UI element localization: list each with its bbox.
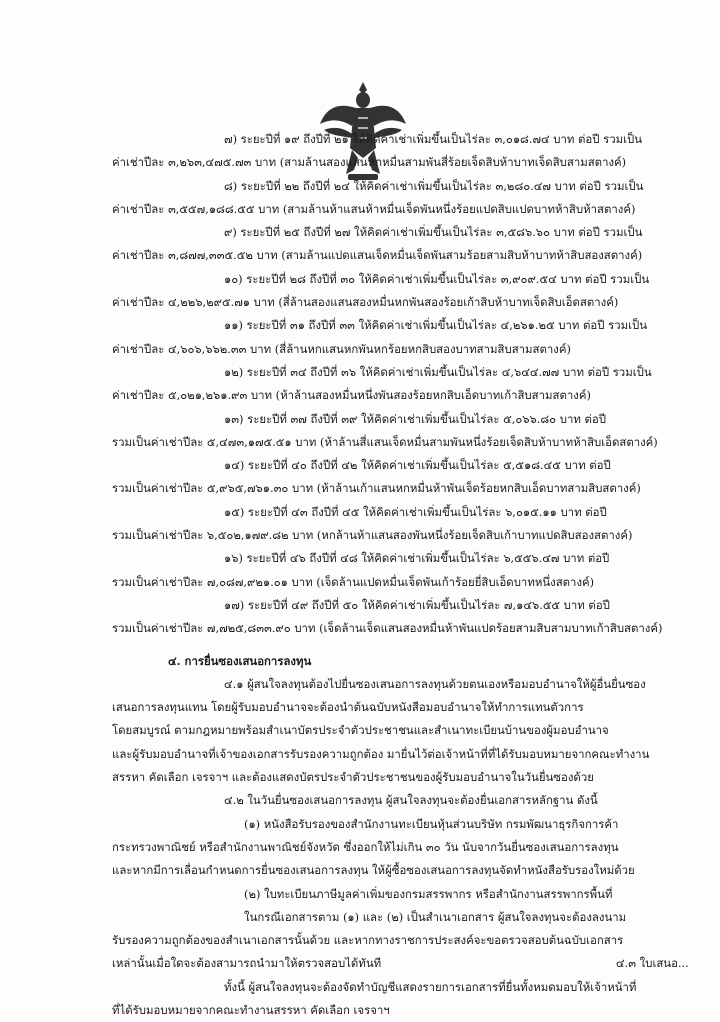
rent-item-7-line2: ค่าเช่าปีละ ๓,๒๖๓,๔๗๕.๗๓ บาท (สามล้านสองแสนหกหมื่นสามพันสี่ร้อยเจ็ดสิบห้าบาทเจ็ดสิบสามสตางค์) bbox=[112, 155, 627, 170]
rent-item-14-line2: รวมเป็นค่าเช่าปีละ ๕,๙๖๕,๗๖๑.๓๐ บาท (ห้าล้านเก้าแสนหกหมื่นห้าพันเจ็ดร้อยหกสิบเอ็ดบาทสามสิบสตางค์) bbox=[112, 481, 641, 496]
closing-line: ที่ได้รับมอบหมายจากคณะทำงานสรรหา คัดเลือก เจรจาฯ bbox=[112, 1002, 390, 1017]
copy-certification-note bbox=[112, 906, 670, 976]
rent-item-11-line2: ค่าเช่าปีละ ๔,๖๐๖,๖๖๒.๓๓ บาท (สี่ล้านหกแสนหกพันหกร้อยหกสิบสองบาทสามสิบสามสตางค์) bbox=[112, 341, 571, 356]
document-body bbox=[112, 128, 670, 1022]
paragraph-4-2-intro: ๔.๒ ในวันยื่นซองเสนอการลงทุน ผู้สนใจลงทุนจะต้องยื่นเอกสารหลักฐาน ดังนี้ bbox=[224, 793, 598, 808]
page-continuation: ๔.๓ ใบเสนอ... bbox=[616, 956, 689, 970]
rent-item-17-line1: ๑๗) ระยะปีที่ ๔๙ ถึงปีที่ ๕๐ ให้คิดค่าเช่าเพิ่มขึ้นเป็นไร่ละ ๗,๑๔๖.๕๕ บาท ต่อปี bbox=[224, 597, 610, 612]
document-item-1-line: และหากมีการเลื่อนกำหนดการยื่นซองเสนอการลงทุน ให้ผู้ซื้อซองเสนอการลงทุนจัดทำหนังสือรับรองใหม่ด้วย bbox=[112, 863, 635, 878]
document-item-1-line: (๑) หนังสือรับรองของสำนักงานทะเบียนหุ้นส่วนบริษัท กรมพัฒนาธุรกิจการค้า bbox=[244, 816, 619, 831]
rent-item-17-line2: รวมเป็นค่าเช่าปีละ ๗,๗๒๕,๘๓๓.๙๐ บาท (เจ็ดล้านเจ็ดแสนสองหมื่นห้าพันแปดร้อยสามสิบสามบาทเก้าสิบสตางค์) bbox=[112, 621, 663, 636]
copy-certification-line: รับรองความถูกต้องของสำเนาเอกสารนั้นด้วย และหากทางราชการประสงค์จะขอตรวจสอบต้นฉบับเอกสาร bbox=[112, 933, 624, 948]
document-item-1 bbox=[112, 813, 670, 883]
rent-item-8-line1: ๘) ระยะปีที่ ๒๒ ถึงปีที่ ๒๔ ให้คิดค่าเช่าเพิ่มขึ้นเป็นไร่ละ ๓,๒๘๐.๔๗ บาท ต่อปี รวมเป็น bbox=[224, 178, 644, 193]
rent-item-10-line1: ๑๐) ระยะปีที่ ๒๘ ถึงปีที่ ๓๐ ให้คิดค่าเช่าเพิ่มขึ้นเป็นไร่ละ ๓,๙๐๙.๕๔ บาท ต่อปี รวมเป็น bbox=[224, 271, 650, 286]
paragraph-4-1-line: ๔.๑ ผู้สนใจลงทุนต้องไปยื่นซองเสนอการลงทุนด้วยตนเองหรือมอบอำนาจให้ผู้อื่นยื่นซอง bbox=[224, 676, 646, 691]
closing-line: ทั้งนี้ ผู้สนใจลงทุนจะต้องจัดทำบัญชีแสดงรายการเอกสารที่ยื่นทั้งหมดมอบให้เจ้าหน้าที่ bbox=[224, 979, 637, 994]
paragraph-4-1-line: เสนอการลงทุนแทน โดยผู้รับมอบอำนาจจะต้องนำต้นฉบับหนังสือมอบอำนาจให้ทำการแทนตัวการ bbox=[112, 700, 584, 715]
rent-item-9-line1: ๙) ระยะปีที่ ๒๕ ถึงปีที่ ๒๗ ให้คิดค่าเช่าเพิ่มขึ้นเป็นไร่ละ ๓,๕๘๖.๖๐ บาท ต่อปี รวมเป็น bbox=[224, 225, 643, 240]
closing-paragraph bbox=[112, 976, 670, 1022]
rent-item-10-line2: ค่าเช่าปีละ ๔,๒๒๖,๒๙๕.๗๑ บาท (สี่ล้านสองแสนสองหมื่นหกพันสองร้อยเก้าสิบห้าบาทเจ็ดสิบเอ็ดสตางค์) bbox=[112, 295, 619, 310]
section-4-heading: ๔. การยื่นซองเสนอการลงทุน bbox=[168, 653, 312, 668]
copy-certification-line: เหล่านั้นเมื่อใดจะต้องสามารถนำมาให้ตรวจสอบได้ทันที bbox=[112, 956, 382, 971]
rent-item-13-line2: รวมเป็นค่าเช่าปีละ ๕,๔๗๓,๑๗๕.๕๑ บาท (ห้าล้านสี่แสนเจ็ดหมื่นสามพันหนึ่งร้อยเจ็ดสิบห้าบาทห้าสิบเอ็ดสตางค์) bbox=[112, 434, 658, 449]
rent-item-12-line1: ๑๒) ระยะปีที่ ๓๔ ถึงปีที่ ๓๖ ให้คิดค่าเช่าเพิ่มขึ้นเป็นไร่ละ ๔,๖๔๔.๗๗ บาท ต่อปี รวมเป็น bbox=[224, 364, 652, 379]
copy-certification-line: ในกรณีเอกสารตาม (๑) และ (๒) เป็นสำเนาเอกสาร ผู้สนใจลงทุนจะต้องลงนาม bbox=[244, 909, 627, 924]
paragraph-4-1 bbox=[112, 673, 670, 789]
rent-item-8-line2: ค่าเช่าปีละ ๓,๕๕๗,๑๘๘.๕๕ บาท (สามล้านห้าแสนห้าหมื่นเจ็ดพันหนึ่งร้อยแปดสิบแปดบาทห้าสิบห้าสตางค์) bbox=[112, 201, 636, 216]
document-item-2: (๒) ใบทะเบียนภาษีมูลค่าเพิ่มของกรมสรรพากร หรือสำนักงานสรรพากรพื้นที่ bbox=[244, 886, 613, 901]
paragraph-4-1-line: สรรหา คัดเลือก เจรจาฯ และต้องแสดงบัตรประจำตัวประชาชนของผู้รับมอบอำนาจในวันยื่นซองด้วย bbox=[112, 770, 594, 785]
rent-item-16-line1: ๑๖) ระยะปีที่ ๔๖ ถึงปีที่ ๔๘ ให้คิดค่าเช่าเพิ่มขึ้นเป็นไร่ละ ๖,๕๕๖.๔๗ บาท ต่อปี bbox=[224, 551, 610, 566]
rent-item-7-line1: ๗) ระยะปีที่ ๑๙ ถึงปีที่ ๒๑ ให้คิดค่าเช่าเพิ่มขึ้นเป็นไร่ละ ๓,๐๑๘.๗๔ บาท ต่อปี รวมเป็น bbox=[224, 132, 643, 146]
document-item-1-line: กระทรวงพาณิชย์ หรือสำนักงานพาณิชย์จังหวัด ซึ่งออกให้ไม่เกิน ๓๐ วัน นับจากวันยื่นซองเสนอการลงทุน bbox=[112, 839, 619, 854]
rent-item-9-line2: ค่าเช่าปีละ ๓,๘๗๗,๓๓๕.๕๒ บาท (สามล้านแปดแสนเจ็ดหมื่นเจ็ดพันสามร้อยสามสิบห้าบาทห้าสิบสองสตางค์) bbox=[112, 248, 643, 263]
rent-item-15-line2: รวมเป็นค่าเช่าปีละ ๖,๕๐๒,๑๗๙.๘๒ บาท (หกล้านห้าแสนสองพันหนึ่งร้อยเจ็ดสิบเก้าบาทแปดสิบสองสตางค์) bbox=[112, 528, 633, 543]
rent-item-13-line1: ๑๓) ระยะปีที่ ๓๗ ถึงปีที่ ๓๙ ให้คิดค่าเช่าเพิ่มขึ้นเป็นไร่ละ ๕,๐๖๖.๘๐ บาท ต่อปี bbox=[224, 411, 606, 426]
rent-item-12-line2: ค่าเช่าปีละ ๕,๐๒๑,๒๖๑.๙๓ บาท (ห้าล้านสองหมื่นหนึ่งพันสองร้อยหกสิบเอ็ดบาทเก้าสิบสามสตางค์) bbox=[112, 388, 591, 403]
rent-item-15-line1: ๑๕) ระยะปีที่ ๔๓ ถึงปีที่ ๔๕ ให้คิดค่าเช่าเพิ่มขึ้นเป็นไร่ละ ๖,๐๑๕.๑๑ บาท ต่อปี bbox=[224, 504, 607, 519]
rent-item-11-line1: ๑๑) ระยะปีที่ ๓๑ ถึงปีที่ ๓๓ ให้คิดค่าเช่าเพิ่มขึ้นเป็นไร่ละ ๔,๒๖๑.๒๕ บาท ต่อปี รวมเป็น bbox=[224, 318, 648, 333]
paragraph-4-1-line: โดยสมบูรณ์ ตามกฎหมายพร้อมสำเนาบัตรประจำตัวประชาชนและสำเนาทะเบียนบ้านของผู้มอบอำนาจ bbox=[112, 723, 609, 738]
rent-schedule bbox=[112, 128, 670, 641]
rent-item-14-line1: ๑๔) ระยะปีที่ ๔๐ ถึงปีที่ ๔๒ ให้คิดค่าเช่าเพิ่มขึ้นเป็นไร่ละ ๕,๕๑๘.๔๕ บาท ต่อปี bbox=[224, 458, 611, 473]
paragraph-4-1-line: และผู้รับมอบอำนาจที่เจ้าของเอกสารรับรองความถูกต้อง มายื่นไว้ต่อเจ้าหน้าที่ที่ได้รับมอบหมายจากคณะทำงาน bbox=[112, 746, 650, 761]
rent-item-16-line2: รวมเป็นค่าเช่าปีละ ๗,๐๘๗,๙๒๑.๐๑ บาท (เจ็ดล้านแปดหมื่นเจ็ดพันเก้าร้อยยี่สิบเอ็ดบาทหนึ่งสตางค์) bbox=[112, 574, 595, 589]
